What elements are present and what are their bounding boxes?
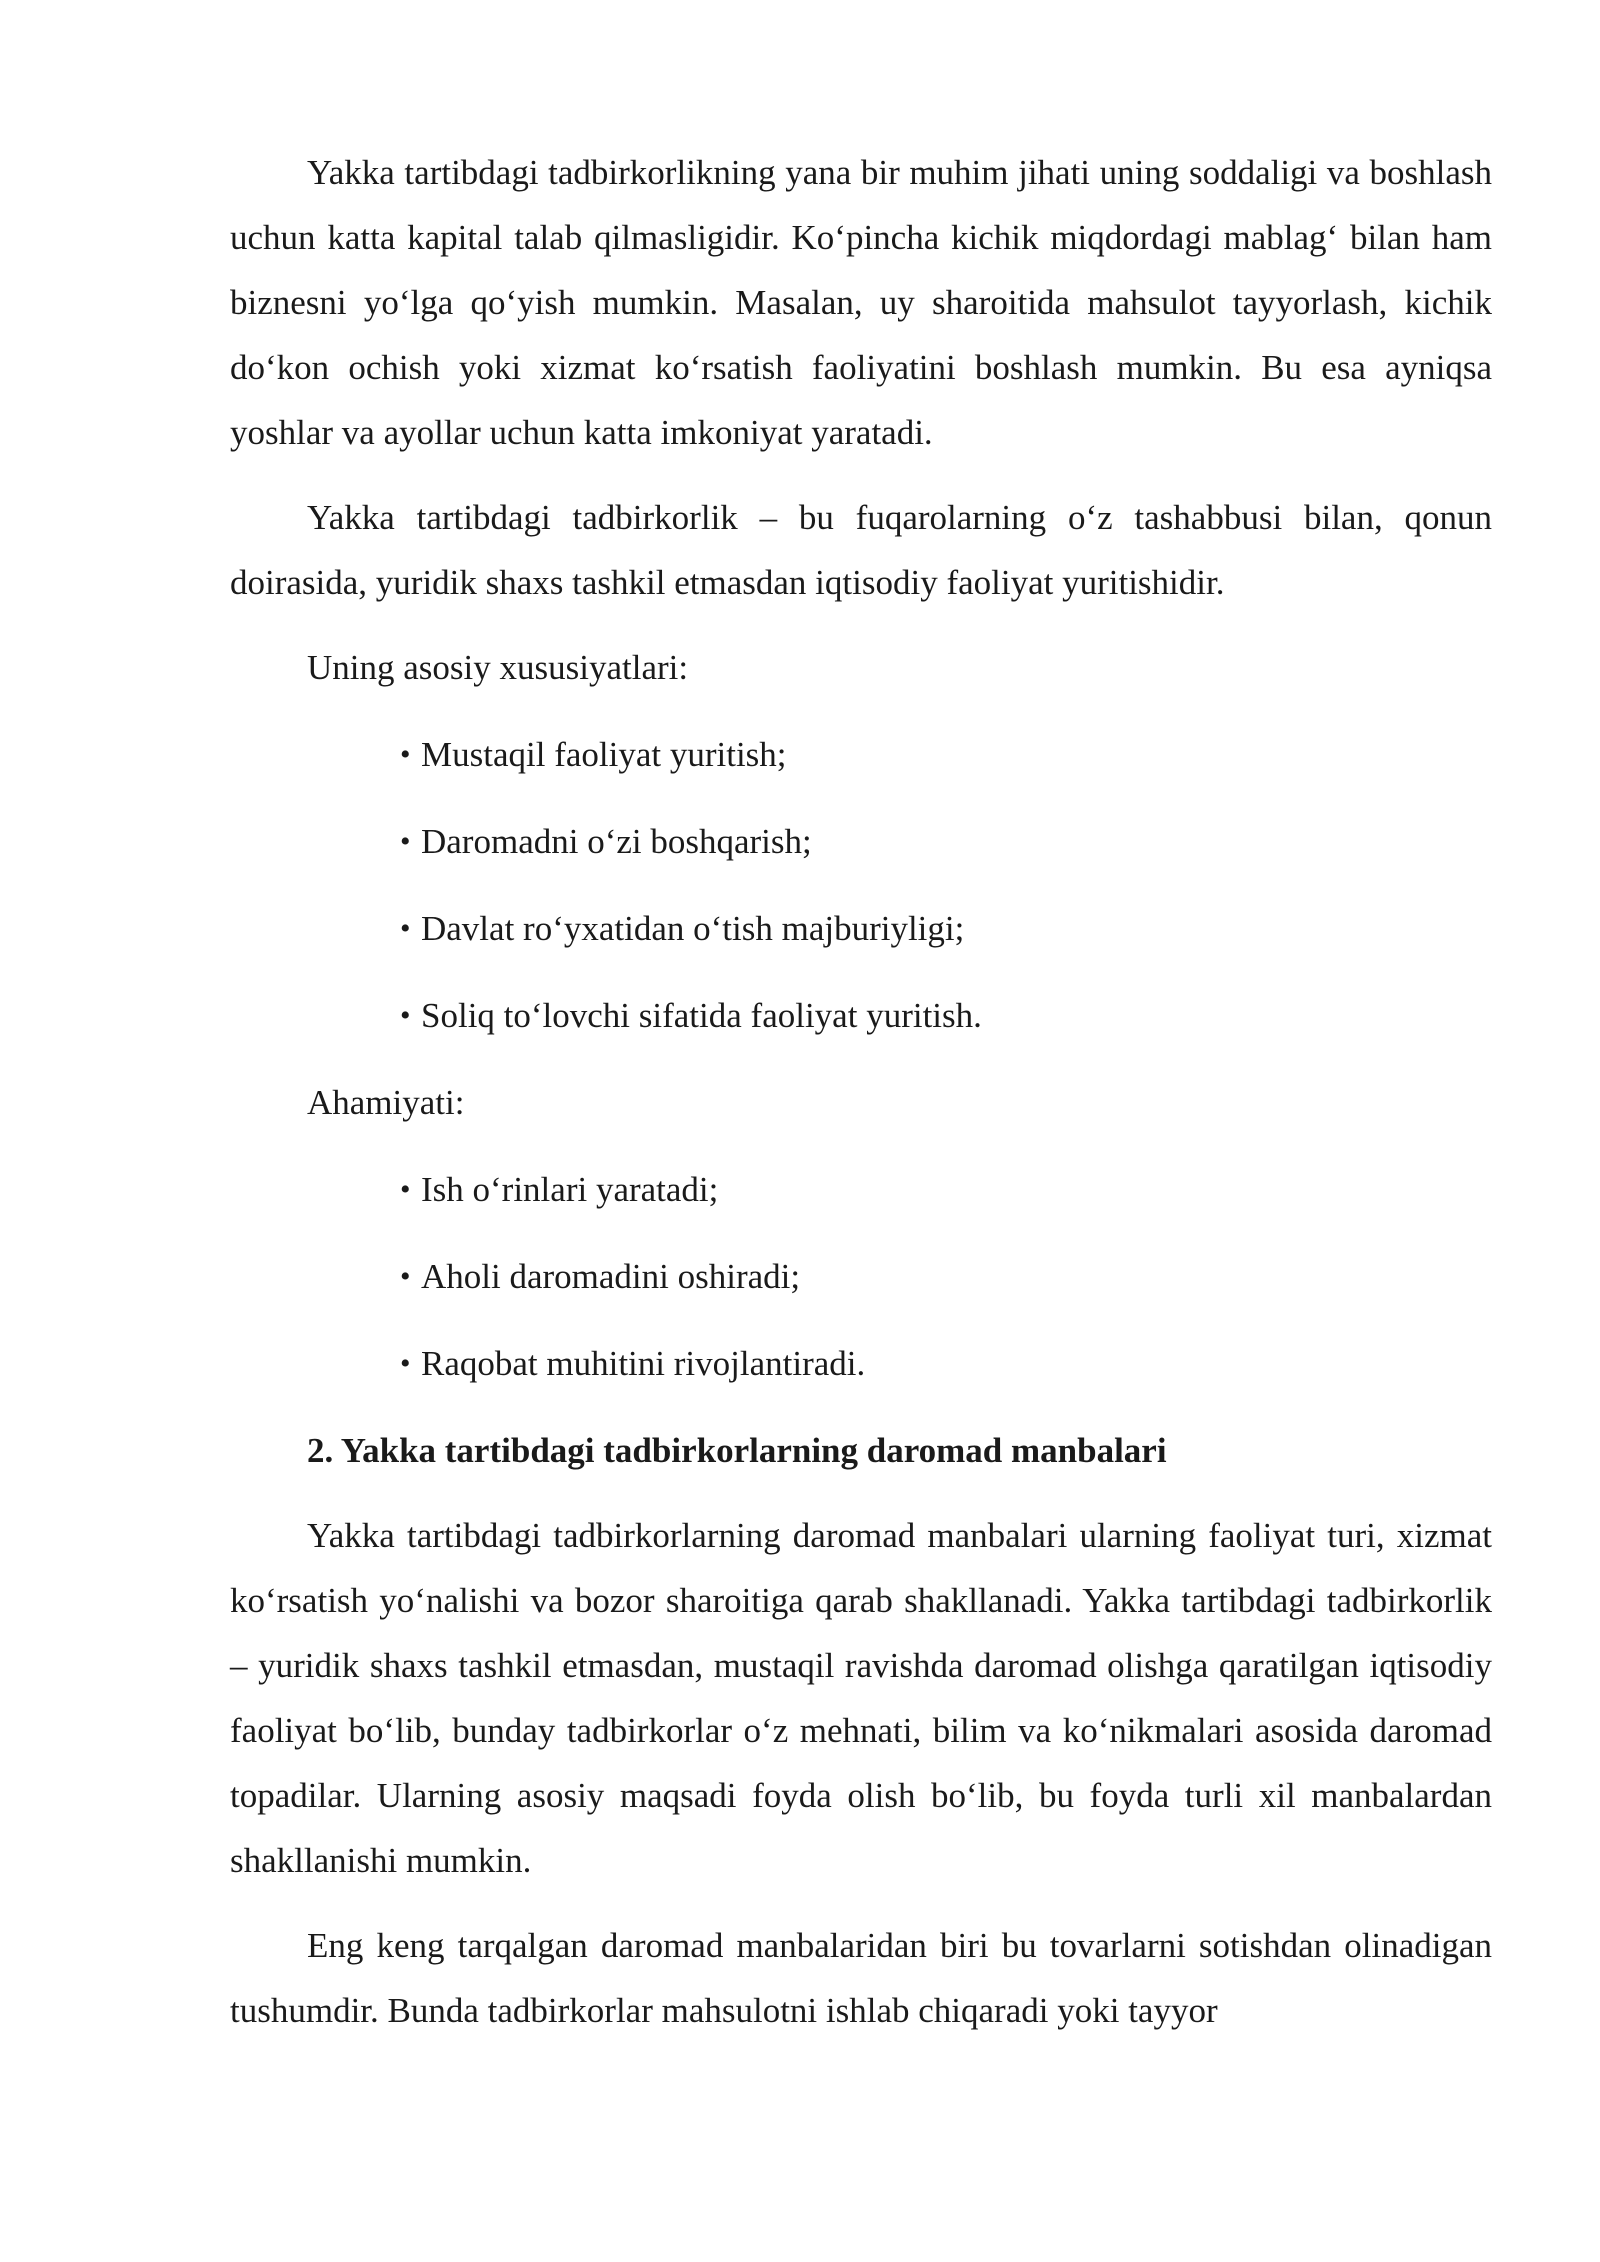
list-item (230, 1157, 1492, 1222)
importance-label: Ahamiyati: (307, 1083, 465, 1122)
bullet-icon: • (400, 738, 411, 771)
features-list (230, 722, 1492, 1048)
bullet-icon: • (400, 999, 411, 1032)
list-item (230, 896, 1492, 961)
importance-list (230, 1157, 1492, 1396)
list-item (230, 983, 1492, 1048)
list-item-text: Ish o‘rinlari yaratadi; (421, 1170, 719, 1209)
features-label: Uning asosiy xususiyatlari: (307, 648, 689, 687)
paragraph-income-sources: Yakka tartibdagi tadbirkorlarning daromad manbalari ularning faoliyat turi, xizmat ko‘rsatish yo‘nalishi va bozor sharoitiga qarab shakllanadi. Yakka tartibdagi tadbirkorlik – yuridik shaxs tashkil etmasdan, mustaqil ravishda daromad olishga qaratilgan iqtisodiy faoliyat bo‘lib, bunday tadbirkorlar o‘z mehnati, bilim va ko‘nikmalari asosida daromad topadilar. Ularning asosiy maqsadi foyda olish bo‘lib, bu foyda turli xil manbalardan shakllanishi mumkin. (230, 1516, 1492, 1880)
list-item (230, 1244, 1492, 1309)
list-item-text: Mustaqil faoliyat yuritish; (421, 735, 787, 774)
list-item-text: Davlat ro‘yxatidan o‘tish majburiyligi; (421, 909, 965, 948)
bullet-icon: • (400, 912, 411, 945)
list-item-text: Soliq to‘lovchi sifatida faoliyat yuritish. (421, 996, 982, 1035)
list-item (230, 809, 1492, 874)
list-item-text: Aholi daromadini oshiradi; (421, 1257, 801, 1296)
bullet-icon: • (400, 1260, 411, 1293)
paragraph-definition: Yakka tartibdagi tadbirkorlik – bu fuqarolarning o‘z tashabbusi bilan, qonun doirasida, yuridik shaxs tashkil etmasdan iqtisodiy faoliyat yuritishidir. (230, 498, 1492, 602)
list-item-text: Raqobat muhitini rivojlantiradi. (421, 1344, 866, 1383)
bullet-icon: • (400, 1347, 411, 1380)
document-page (230, 140, 1492, 2063)
list-item-text: Daromadni o‘zi boshqarish; (421, 822, 812, 861)
paragraph-sales-revenue: Eng keng tarqalgan daromad manbalaridan biri bu tovarlarni sotishdan olinadigan tushumdir. Bunda tadbirkorlar mahsulotni ishlab chiqaradi yoki tayyor (230, 1926, 1492, 2030)
section-heading: 2. Yakka tartibdagi tadbirkorlarning daromad manbalari (307, 1431, 1167, 1470)
list-item (230, 1331, 1492, 1396)
bullet-icon: • (400, 1173, 411, 1206)
list-item (230, 722, 1492, 787)
bullet-icon: • (400, 825, 411, 858)
paragraph-simplicity: Yakka tartibdagi tadbirkorlikning yana bir muhim jihati uning soddaligi va boshlash uchun katta kapital talab qilmasligidir. Ko‘pincha kichik miqdordagi mablag‘ bilan ham biznesni yo‘lga qo‘yish mumkin. Masalan, uy sharoitida mahsulot tayyorlash, kichik do‘kon ochish yoki xizmat ko‘rsatish faoliyatini boshlash mumkin. Bu esa ayniqsa yoshlar va ayollar uchun katta imkoniyat yaratadi. (230, 153, 1492, 452)
